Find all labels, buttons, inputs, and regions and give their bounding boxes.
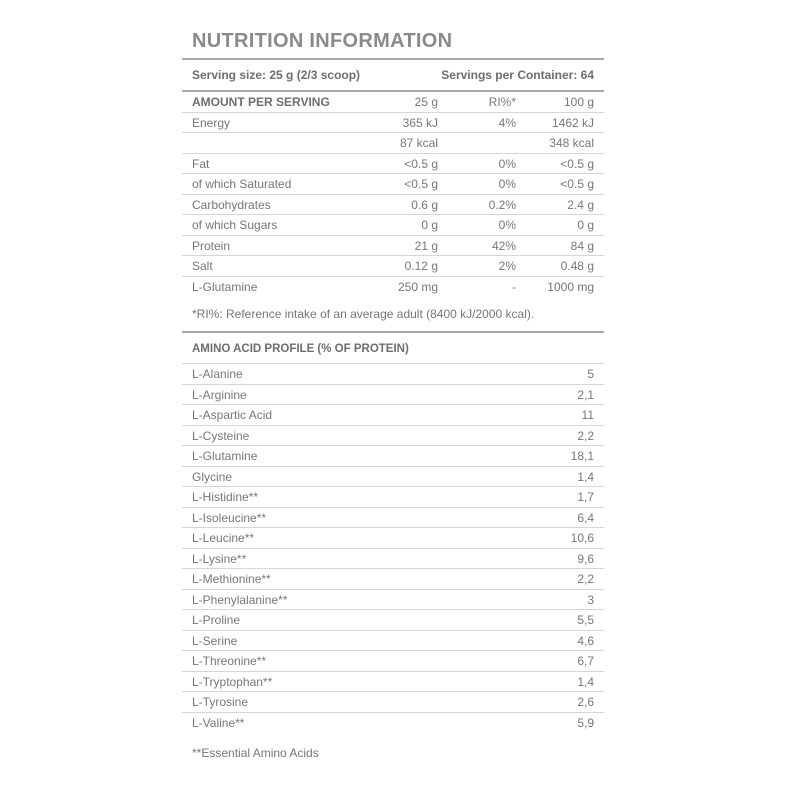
amino-value: 9,6 (577, 551, 594, 566)
amino-value: 1,7 (577, 490, 594, 504)
amino-row (182, 549, 604, 570)
nutrition-row (182, 256, 604, 277)
amino-header: AMINO ACID PROFILE (% OF PROTEIN) (182, 333, 604, 364)
header-per-serving: 25 g (414, 95, 438, 109)
amino-name: L-Histidine** (192, 490, 259, 504)
amino-table (182, 364, 604, 733)
nutrition-panel (182, 24, 604, 767)
amino-name: L-Cysteine (192, 428, 250, 443)
amino-row (182, 569, 604, 590)
ri-value: 42% (491, 238, 516, 253)
amino-name: L-Phenylalanine** (192, 592, 288, 607)
amino-row (182, 364, 604, 385)
amino-value: 11 (581, 408, 594, 422)
amino-value: 6,4 (577, 510, 594, 525)
amino-value: 3 (587, 592, 594, 607)
per-serving-value: 250 mg (397, 279, 438, 294)
amino-footnote: **Essential Amino Acids (192, 746, 319, 760)
ri-value: 0% (498, 156, 516, 171)
amino-name: L-Alanine (192, 367, 243, 381)
amino-name: L-Leucine** (192, 531, 255, 545)
amino-name: L-Proline (192, 613, 241, 627)
amino-row (182, 426, 604, 447)
amino-name: L-Tyrosine (192, 695, 249, 709)
amino-value: 6,7 (577, 654, 594, 668)
per-100g-value: 1462 kJ (551, 115, 594, 130)
amino-name: Glycine (192, 469, 233, 484)
ri-value: 4% (498, 115, 516, 130)
amino-row (182, 692, 604, 713)
amino-value: 5 (587, 367, 594, 381)
nutrition-header-row (182, 92, 604, 113)
nutrition-row (182, 133, 604, 154)
amino-row (182, 487, 604, 508)
amino-row (182, 672, 604, 693)
nutrition-row (182, 174, 604, 195)
amino-value: 2,1 (577, 387, 594, 402)
serving-info (182, 60, 604, 90)
per-serving-value: 0.6 g (411, 197, 438, 212)
ri-value: 0% (498, 177, 516, 191)
ri-value: 0% (498, 218, 516, 232)
amino-row (182, 631, 604, 652)
nutrient-name: Energy (192, 115, 231, 130)
amino-row (182, 713, 604, 734)
amino-row (182, 590, 604, 611)
amino-value: 5,9 (577, 715, 594, 730)
per-100g-value: 348 kcal (549, 136, 594, 150)
ri-value: 2% (498, 259, 516, 273)
amino-row (182, 508, 604, 529)
nutrient-name: L-Glutamine (192, 279, 258, 294)
amino-row (182, 528, 604, 549)
per-100g-value: 2.4 g (567, 197, 594, 212)
per-100g-value: <0.5 g (560, 177, 594, 191)
ri-value: - (512, 279, 516, 294)
amino-value: 2,2 (577, 428, 594, 443)
amino-name: L-Glutamine (192, 449, 258, 463)
header-ri: RI%* (488, 95, 516, 109)
per-serving-value: <0.5 g (404, 177, 438, 191)
amino-row (182, 651, 604, 672)
nutrition-row (182, 154, 604, 175)
per-serving-value: 0.12 g (404, 259, 438, 273)
nutrient-name: Protein (192, 238, 231, 253)
per-100g-value: 0 g (577, 218, 594, 232)
nutrition-row (182, 113, 604, 134)
per-100g-value: <0.5 g (560, 156, 594, 171)
nutrient-name: Fat (192, 156, 210, 171)
per-serving-value: 365 kJ (402, 115, 438, 130)
per-serving-value: 21 g (414, 238, 438, 253)
amino-value: 5,5 (577, 613, 594, 627)
nutrient-name: Salt (192, 259, 213, 273)
nutrition-row (182, 215, 604, 236)
amino-value: 1,4 (577, 674, 594, 689)
header-amount: AMOUNT PER SERVING (192, 95, 330, 109)
amino-row (182, 446, 604, 467)
ri-value: 0.2% (488, 197, 516, 212)
per-serving-value: <0.5 g (404, 156, 438, 171)
amino-value: 4,6 (577, 633, 594, 648)
amino-name: L-Aspartic Acid (192, 408, 273, 422)
nutrient-name: of which Sugars (192, 218, 278, 232)
nutrition-row (182, 236, 604, 257)
header-per-100g: 100 g (563, 95, 594, 109)
per-100g-value: 1000 mg (547, 279, 594, 294)
nutrient-name: of which Saturated (192, 177, 292, 191)
nutrient-name: Carbohydrates (192, 197, 271, 212)
per-serving-value: 87 kcal (399, 136, 438, 150)
amino-row (182, 467, 604, 488)
amino-row (182, 610, 604, 631)
amino-name: L-Tryptophan** (192, 674, 273, 689)
amino-name: L-Threonine** (192, 654, 267, 668)
nutrition-table (182, 113, 604, 298)
amino-name: L-Methionine** (192, 572, 271, 586)
amino-name: L-Arginine (192, 387, 247, 402)
per-serving-value: 0 g (421, 218, 438, 232)
amino-value: 2,6 (577, 695, 594, 709)
amino-row (182, 385, 604, 406)
amino-value: 1,4 (577, 469, 594, 484)
ri-footnote: *RI%: Reference intake of an average adult (8400 kJ/2000 kcal). (192, 307, 535, 321)
nutrition-row (182, 195, 604, 216)
amino-name: L-Lysine** (192, 551, 247, 566)
amino-value: 2,2 (577, 572, 594, 586)
amino-name: L-Serine (192, 633, 238, 648)
serving-size: Serving size: 25 g (2/3 scoop) (192, 68, 361, 82)
page-title: NUTRITION INFORMATION (192, 30, 453, 52)
nutrition-row (182, 277, 604, 298)
per-100g-value: 84 g (570, 238, 594, 253)
per-100g-value: 0.48 g (560, 259, 594, 273)
amino-name: L-Isoleucine** (192, 510, 267, 525)
amino-value: 10,6 (570, 531, 594, 545)
amino-row (182, 405, 604, 426)
amino-name: L-Valine** (192, 715, 245, 730)
servings-per-container: Servings per Container: 64 (441, 68, 594, 82)
amino-value: 18,1 (570, 449, 594, 463)
